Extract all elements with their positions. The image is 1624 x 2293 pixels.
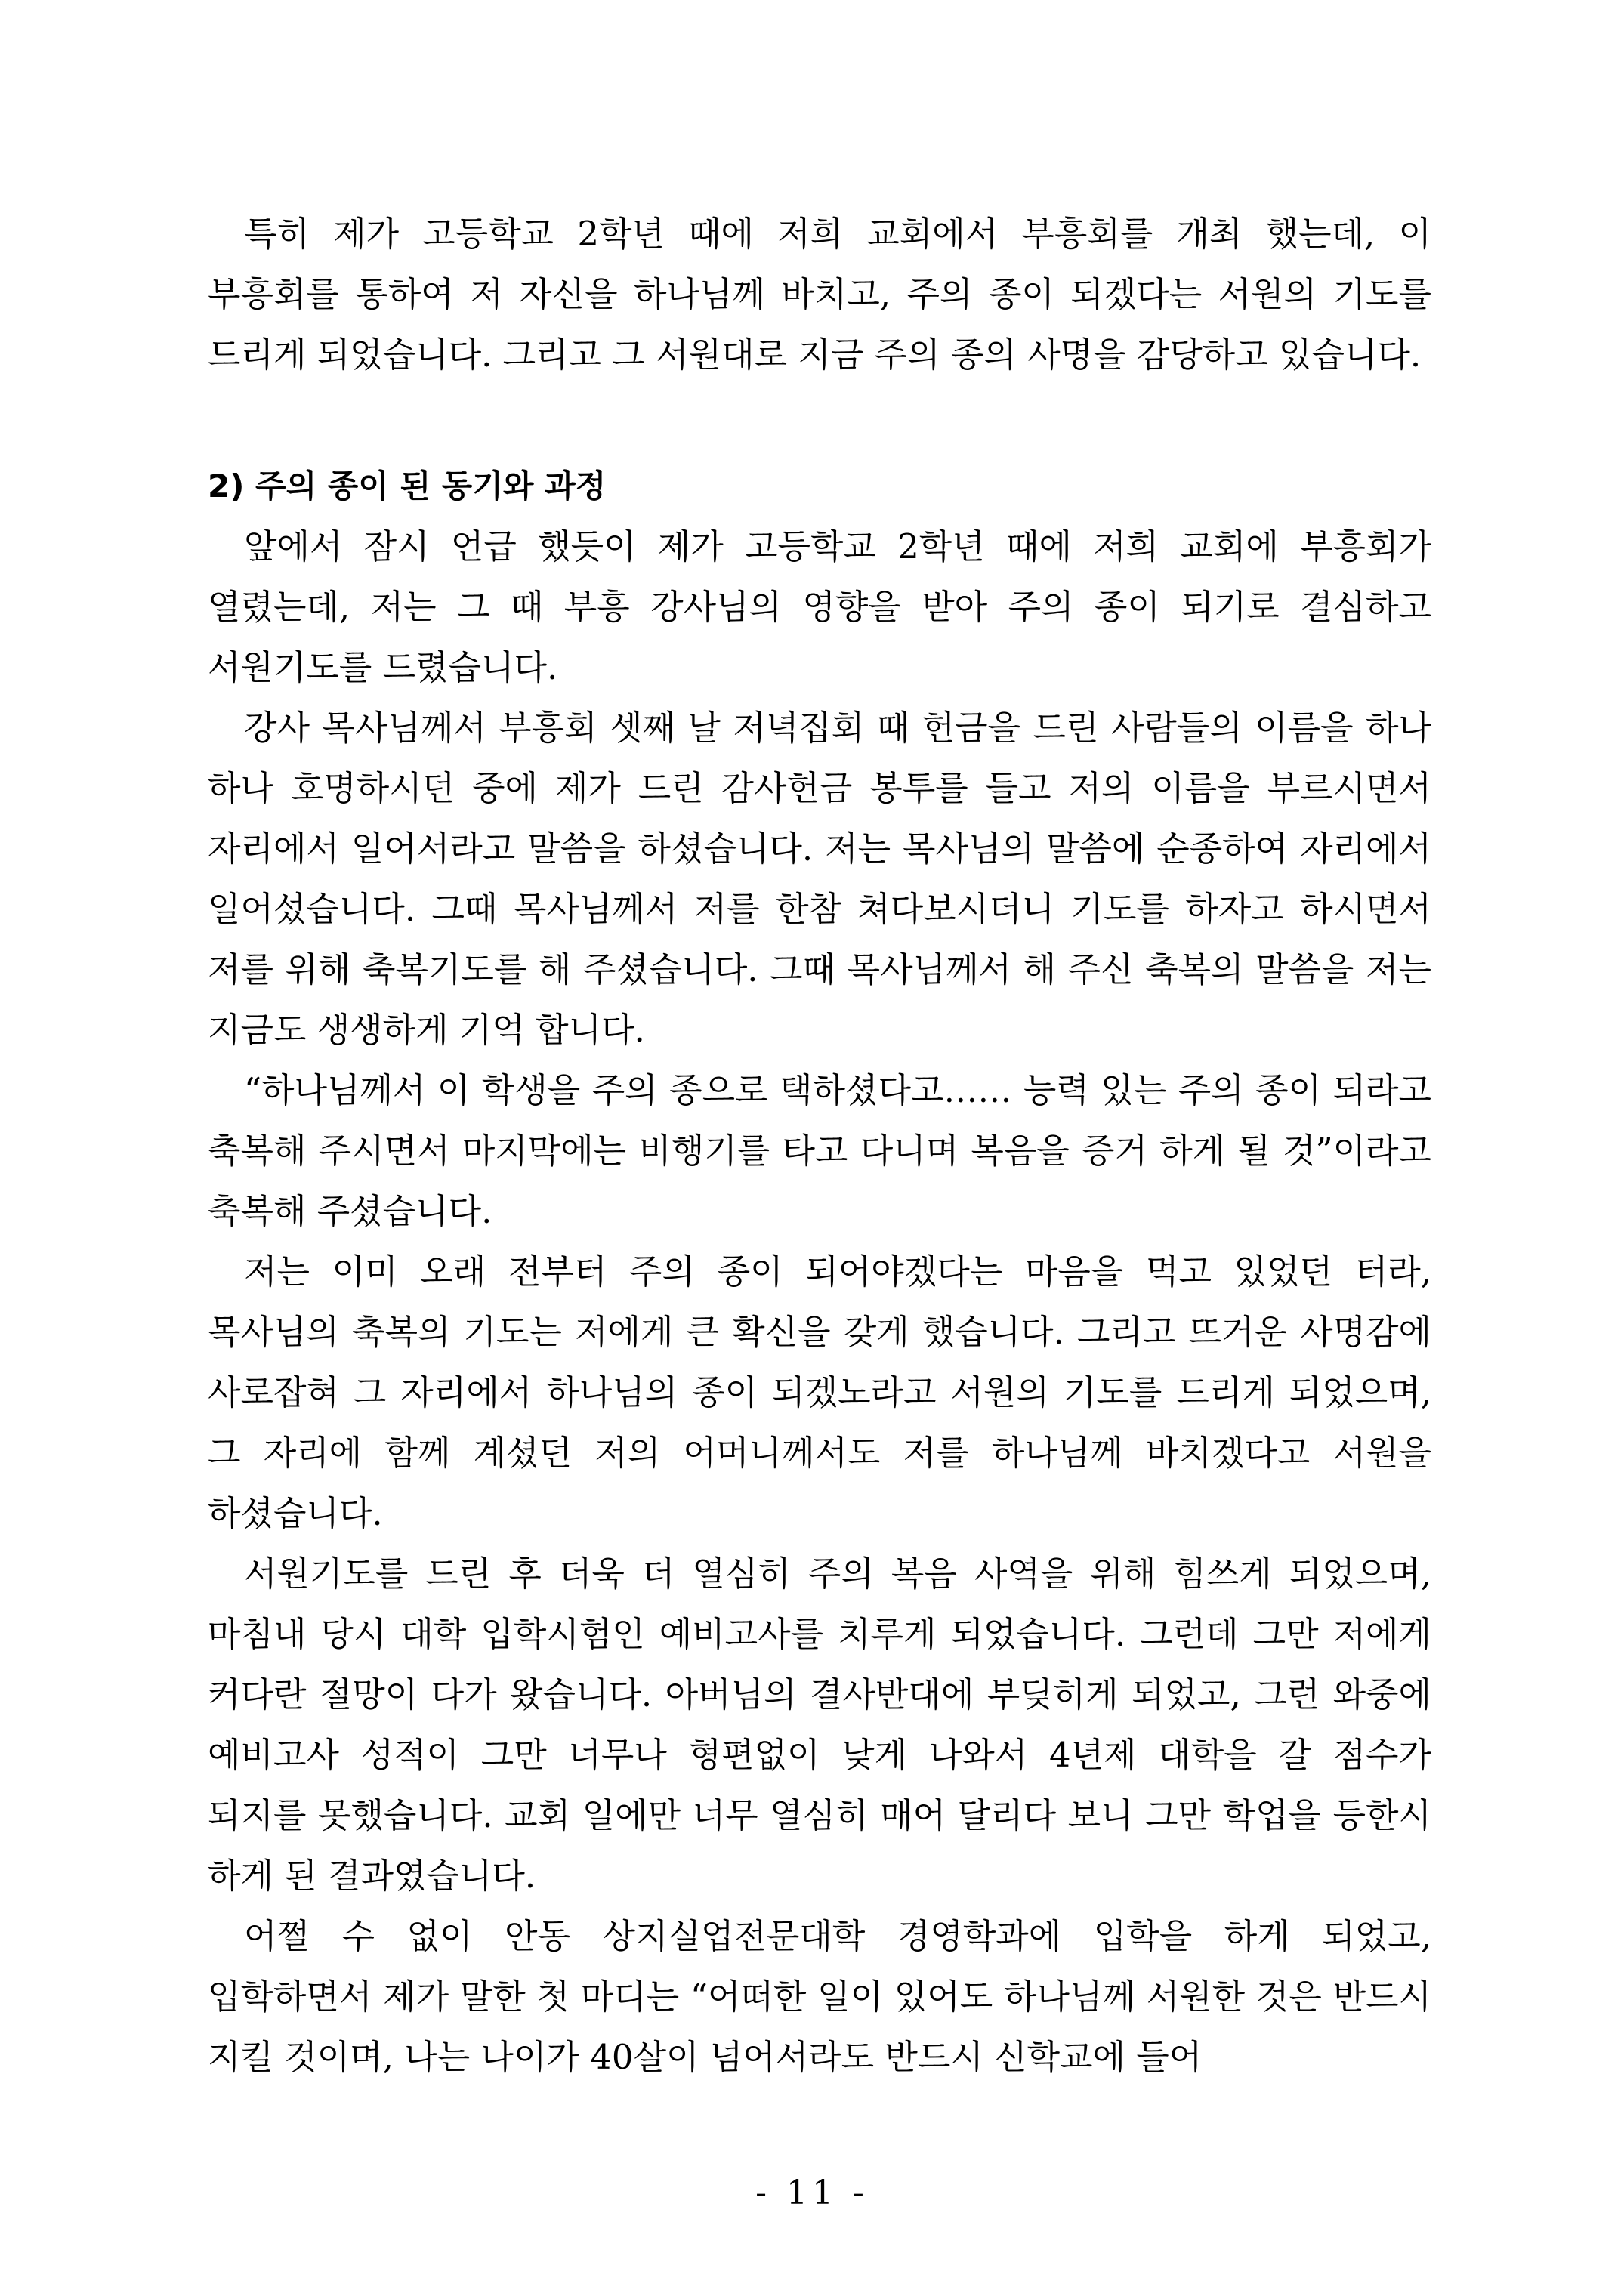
paragraph: 앞에서 잠시 언급 했듯이 제가 고등학교 2학년 때에 저희 교회에 부흥회가 열렸는데, 저는 그 때 부흥 강사님의 영향을 받아 주의 종이 되기로 결심하고 서원기도를 드렸습니다. xyxy=(208,526,1431,687)
page-number: - 11 - xyxy=(755,2174,869,2212)
body-text xyxy=(208,204,1431,2088)
paragraph: 저는 이미 오래 전부터 주의 종이 되어야겠다는 마음을 먹고 있었던 터라, 목사님의 축복의 기도는 저에게 큰 확신을 갖게 했습니다. 그리고 뜨거운 사명감에 사로잡혀 그 자리에서 하나님의 종이 되겠노라고 서원의 기도를 드리게 되었으며, 그 자리에 함께 계셨던 저의 어머니께서도 저를 하나님께 바치겠다고 서원을 하셨습니다. xyxy=(208,1251,1431,1533)
paragraph: “하나님께서 이 학생을 주의 종으로 택하셨다고…… 능력 있는 주의 종이 되라고 축복해 주시면서 마지막에는 비행기를 타고 다니며 복음을 증거 하게 될 것”이라고 축복해 주셨습니다. xyxy=(208,1070,1431,1231)
paragraph: 어쩔 수 없이 안동 상지실업전문대학 경영학과에 입학을 하게 되었고, 입학하면서 제가 말한 첫 마디는 “어떠한 일이 있어도 하나님께 서원한 것은 반드시 지킬 것이며, 나는 나이가 40살이 넘어서라도 반드시 신학교에 들어 xyxy=(208,1916,1431,2077)
paragraph: 서원기도를 드린 후 더욱 더 열심히 주의 복음 사역을 위해 힘쓰게 되었으며, 마침내 당시 대학 입학시험인 예비고사를 치루게 되었습니다. 그런데 그만 저에게 커다란 절망이 다가 왔습니다. 아버님의 결사반대에 부딪히게 되었고, 그런 와중에 예비고사 성적이 그만 너무나 형편없이 낮게 나와서 4년제 대학을 갈 점수가 되지를 못했습니다. 교회 일에만 너무 열심히 매어 달리다 보니 그만 학업을 등한시 하게 된 결과였습니다. xyxy=(208,1554,1431,1896)
section-heading: 2) 주의 종이 된 동기와 과정 xyxy=(208,468,607,505)
paragraph: 특히 제가 고등학교 2학년 때에 저희 교회에서 부흥회를 개최 했는데, 이 부흥회를 통하여 저 자신을 하나님께 바치고, 주의 종이 되겠다는 서원의 기도를 드리게 되었습니다. 그리고 그 서원대로 지금 주의 종의 사명을 감당하고 있습니다. xyxy=(208,214,1431,375)
paragraph: 강사 목사님께서 부흥회 셋째 날 저녁집회 때 헌금을 드린 사람들의 이름을 하나 하나 호명하시던 중에 제가 드린 감사헌금 봉투를 들고 저의 이름을 부르시면서 자리에서 일어서라고 말씀을 하셨습니다. 저는 목사님의 말씀에 순종하여 자리에서 일어섰습니다. 그때 목사님께서 저를 한참 쳐다보시더니 기도를 하자고 하시면서 저를 위해 축복기도를 해 주셨습니다. 그때 목사님께서 해 주신 축복의 말씀을 저는 지금도 생생하게 기억 합니다. xyxy=(208,708,1431,1050)
